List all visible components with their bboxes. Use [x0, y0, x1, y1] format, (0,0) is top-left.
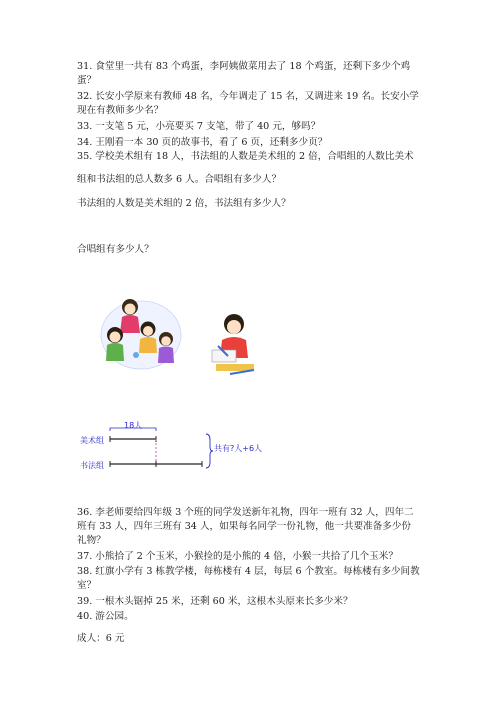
problem-32-line-2: 现在有教师多少名？ [77, 105, 164, 116]
problem-33: 33. 一支笔 5 元，小亮要买 7 支笔，带了 40 元，够吗？ [77, 121, 321, 132]
problem-36-line-1: 36. 李老师要给四年级 3 个班的同学发送新年礼物，四年一班有 32 人，四年二 [77, 507, 414, 518]
adult-ticket-price: 成人：6 元 [77, 633, 125, 644]
problem-31-line-1: 31. 食堂里一共有 83 个鸡蛋，李阿姨做菜用去了 18 个鸡蛋，还剩下多少个鸡 [77, 61, 411, 72]
problem-32-line-1: 32. 长安小学原来有教师 48 名，今年调走了 15 名，又调进来 19 名。长安小学 [77, 91, 419, 102]
sub-question-2: 合唱组有多少人？ [77, 244, 154, 255]
diagram-total-label: 共有?人+6人 [214, 444, 263, 453]
problem-31-line-2: 蛋？ [77, 75, 97, 86]
diagram-art-group-label: 美术组 [80, 436, 104, 445]
boy-writing-illustration [208, 310, 258, 380]
diagram-calligraphy-group-label: 书法组 [80, 461, 104, 470]
sub-question-1: 书法组的人数是美术组的 2 倍，书法组有多少人？ [77, 198, 291, 209]
segment-diagram [100, 424, 220, 474]
problem-35-line-2: 组和书法组的总人数多 6 人。合唱组有多少人？ [77, 174, 282, 185]
problem-36-line-2: 班有 33 人，四年三班有 34 人，如果每名同学一份礼物，他一共要准备多少份 [77, 521, 412, 532]
children-singing-illustration [100, 293, 182, 373]
problem-34: 34. 王刚看一本 30 页的故事书，看了 6 页，还剩多少页？ [77, 137, 328, 148]
problem-40: 40. 游公园。 [77, 611, 134, 622]
problem-35-line-1: 35. 学校美术组有 18 人，书法组的人数是美术组的 2 倍，合唱组的人数比美术 [77, 151, 414, 162]
diagram-top-label: 18人 [124, 421, 143, 430]
problem-36-line-3: 礼物？ [77, 535, 106, 546]
problem-38-line-2: 室？ [77, 580, 97, 591]
problem-39: 39. 一根木头锯掉 25 米，还剩 60 米，这根木头原来长多少米？ [77, 596, 353, 607]
problem-37: 37. 小熊拾了 2 个玉米，小猴捡的是小熊的 4 倍，小猴一共拾了几个玉米？ [77, 551, 398, 562]
problem-38-line-1: 38. 红旗小学有 3 栋教学楼，每栋楼有 4 层，每层 6 个教室。每栋楼有多少间教 [77, 566, 420, 577]
